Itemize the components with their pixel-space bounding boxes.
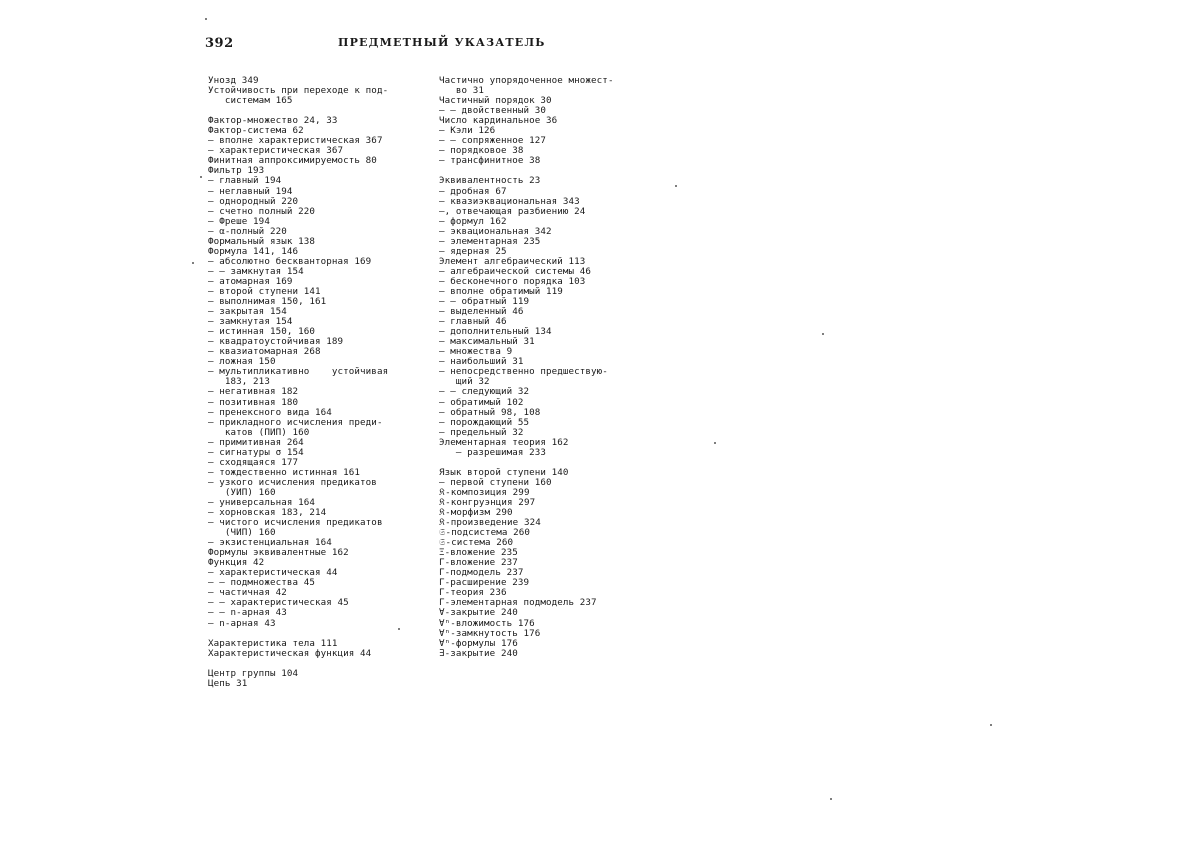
index-entry: щий 32: [439, 376, 490, 388]
index-entry: Устойчивость при переходе к под-: [208, 85, 389, 97]
index-entry: — — следующий 32: [439, 386, 530, 398]
index-entry: — дополнительный 134: [439, 326, 552, 338]
index-entry: ∀-закрытие 240: [439, 607, 518, 619]
index-entry: — закрытая 154: [208, 306, 287, 318]
index-entry: (УИП) 160: [208, 486, 276, 498]
index-entry: — — сопряженное 127: [439, 135, 546, 147]
index-entry: — однородный 220: [208, 195, 299, 207]
index-entry: — экзистенциальная 164: [208, 537, 332, 549]
index-entry: — Фреше 194: [208, 215, 270, 227]
index-entry: Элемент алгебраический 113: [439, 255, 586, 267]
index-entry: Функция 42: [208, 557, 265, 569]
index-entry: — ложная 150: [208, 356, 276, 368]
index-entry: Финитная аппроксимируемость 80: [208, 155, 377, 167]
index-entry: — выполнимая 150, 161: [208, 296, 327, 308]
index-entry: — позитивная 180: [208, 396, 299, 408]
index-entry: — характеристическая 367: [208, 145, 344, 157]
index-entry: 𝔎-морфизм 290: [439, 507, 513, 519]
index-entry: — характеристическая 44: [208, 567, 338, 579]
index-entry: — элементарная 235: [439, 235, 541, 247]
index-entry: — вполне характеристическая 367: [208, 135, 383, 147]
index-entry: Характеристика тела 111: [208, 637, 338, 649]
index-entry: катов (ПИП) 160: [208, 426, 310, 438]
index-column-right: [439, 76, 659, 659]
scan-speck: [398, 628, 400, 630]
index-entry: — тождественно истинная 161: [208, 466, 361, 478]
index-entry: Γ-теория 236: [439, 587, 507, 599]
index-entry: 𝔎-конгруэнция 297: [439, 496, 536, 508]
index-entry: 𝔎-произведение 324: [439, 517, 541, 529]
index-entry: Формула 141, 146: [208, 245, 299, 257]
index-entry: (ЧИП) 160: [208, 527, 276, 539]
index-entry: — максимальный 31: [439, 336, 535, 348]
index-entry: — квазиатомарная 268: [208, 346, 321, 358]
index-entry: — второй ступени 141: [208, 285, 321, 297]
index-entry: Язык второй ступени 140: [439, 466, 569, 478]
index-entry: — алгебраической системы 46: [439, 265, 592, 277]
index-entry: — пренексного вида 164: [208, 406, 332, 418]
index-entry: — Кэли 126: [439, 125, 496, 137]
index-entry: — негативная 182: [208, 386, 299, 398]
index-entry: — атомарная 169: [208, 275, 293, 287]
index-entry: — сходящаяся 177: [208, 456, 299, 468]
scan-speck: [714, 442, 716, 444]
index-entry: Γ-вложение 237: [439, 557, 518, 569]
index-entry: — первой ступени 160: [439, 476, 552, 488]
index-entry: Число кардинальное 36: [439, 115, 558, 127]
index-entry: — счетно полный 220: [208, 205, 315, 217]
index-entry: — мультипликативно устойчивая: [208, 366, 389, 378]
index-entry: — множества 9: [439, 346, 513, 358]
scan-speck: [990, 724, 992, 726]
index-entry: — порождающий 55: [439, 416, 530, 428]
index-entry: — обратимый 102: [439, 396, 524, 408]
index-entry: 𝔖-подсистема 260: [439, 527, 531, 539]
index-entry: — обратный 98, 108: [439, 406, 541, 418]
index-entry: Унозд 349: [208, 75, 259, 86]
index-entry: — ядерная 25: [439, 245, 507, 257]
index-entry: — — n-арная 43: [208, 607, 287, 619]
index-entry: Элементарная теория 162: [439, 436, 569, 448]
index-entry: Γ-элементарная подмодель 237: [439, 597, 597, 609]
index-entry: Фильтр 193: [208, 165, 265, 177]
index-entry: — порядковое 38: [439, 145, 524, 157]
index-entry: Частично упорядоченное множест-: [439, 75, 614, 86]
index-entry: — — замкнутая 154: [208, 265, 304, 277]
index-entry: — дробная 67: [439, 185, 507, 197]
index-entry: — квазиэквациональная 343: [439, 195, 580, 207]
index-column-left: [208, 76, 433, 689]
index-entry: — трансфинитное 38: [439, 155, 541, 167]
scan-speck: [822, 333, 824, 335]
index-entry: — главный 194: [208, 175, 282, 187]
page-title: ПРЕДМЕТНЫЙ УКАЗАТЕЛЬ: [338, 36, 546, 49]
scan-speck: [192, 262, 194, 264]
index-entry: системам 165: [208, 95, 293, 107]
index-entry: ∀ⁿ-формулы 176: [439, 637, 518, 649]
index-entry: — замкнутая 154: [208, 316, 293, 328]
index-entry: Частичный порядок 30: [439, 95, 552, 107]
index-entry: — эквациональная 342: [439, 225, 552, 237]
index-entry: 𝔖-система 260: [439, 537, 514, 549]
index-entry: — сигнатуры σ 154: [208, 446, 304, 458]
index-entry: — примитивная 264: [208, 436, 304, 448]
index-entry: — прикладного исчисления преди-: [208, 416, 383, 428]
page-number: 392: [205, 36, 234, 51]
index-entry: Формулы эквивалентные 162: [208, 547, 349, 559]
index-entry: — абсолютно бескванторная 169: [208, 255, 372, 267]
index-entry: Эквивалентность 23: [439, 175, 541, 187]
index-entry: ∃-закрытие 240: [439, 647, 518, 659]
scan-speck: [830, 798, 832, 800]
index-entry: — разрешимая 233: [439, 446, 546, 458]
index-entry: Фактор-множество 24, 33: [208, 115, 338, 127]
index-entry: Ξ-вложение 235: [439, 547, 518, 559]
page-header: [205, 36, 645, 56]
index-entry: Центр группы 104: [208, 667, 299, 679]
index-entry: — непосредственно предшествую-: [439, 366, 608, 378]
index-entry: — частичная 42: [208, 587, 287, 599]
index-entry: — главный 46: [439, 316, 507, 328]
scan-speck: [205, 18, 207, 20]
index-entry: — наибольший 31: [439, 356, 524, 368]
index-entry: — квадратоустойчивая 189: [208, 336, 344, 348]
index-entry: — — двойственный 30: [439, 105, 546, 117]
index-entry: — — обратный 119: [439, 296, 530, 308]
index-entry: — выделенный 46: [439, 306, 524, 318]
index-entry: — n-арная 43: [208, 617, 276, 629]
index-entry: ∀ⁿ-вложимость 176: [439, 617, 535, 629]
scan-speck: [200, 176, 202, 178]
index-entry: Γ-расширение 239: [439, 577, 530, 589]
index-entry: — формул 162: [439, 215, 507, 227]
index-entry: — неглавный 194: [208, 185, 293, 197]
index-entry: Цепь 31: [208, 677, 248, 689]
index-entry: ∀ⁿ-замкнутость 176: [439, 627, 541, 639]
index-entry: — — характеристическая 45: [208, 597, 349, 609]
index-entry: — узкого исчисления предикатов: [208, 476, 377, 488]
scan-speck: [675, 185, 677, 187]
index-entry: во 31: [439, 85, 485, 97]
index-entry: 𝔎-композиция 299: [439, 486, 530, 498]
index-entry: Формальный язык 138: [208, 235, 315, 247]
index-entry: Γ-подмодель 237: [439, 567, 524, 579]
index-entry: 183, 213: [208, 376, 270, 388]
index-entry: — вполне обратимый 119: [439, 285, 563, 297]
index-entry: — бесконечного порядка 103: [439, 275, 586, 287]
index-entry: — α-полный 220: [208, 225, 287, 237]
index-entry: — — подмножества 45: [208, 577, 315, 589]
index-entry: — универсальная 164: [208, 496, 315, 508]
index-entry: — чистого исчисления предикатов: [208, 517, 383, 529]
index-entry: Фактор-система 62: [208, 125, 304, 137]
index-entry: — истинная 150, 160: [208, 326, 315, 338]
index-entry: —, отвечающая разбиению 24: [439, 205, 586, 217]
index-entry: — хорновская 183, 214: [208, 507, 327, 519]
index-entry: Характеристическая функция 44: [208, 647, 372, 659]
index-entry: — предельный 32: [439, 426, 524, 438]
